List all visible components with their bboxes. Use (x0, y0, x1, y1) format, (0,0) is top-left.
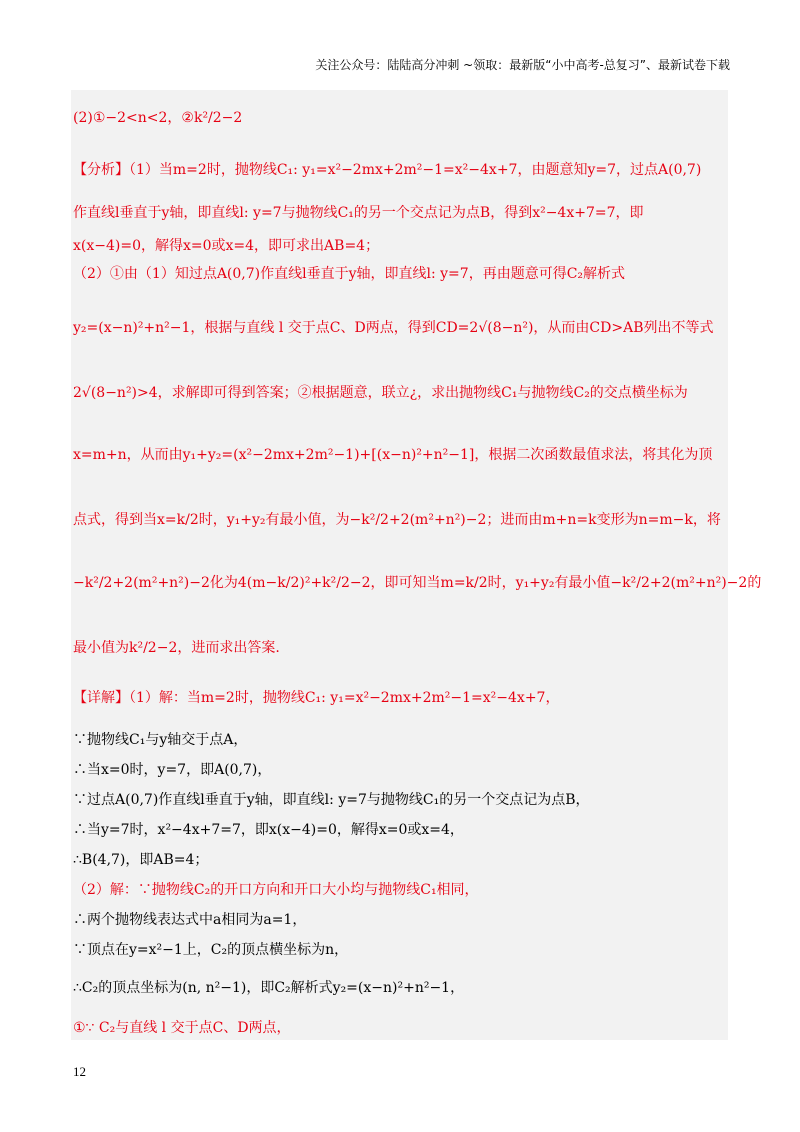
solution-line-14: ∴当x=0时，y=7，即A(0,7)， (73, 762, 272, 778)
solution-line-22: ①∵ C₂与直线 l 交于点C、D两点， (73, 1020, 291, 1036)
solution-line-2: 【分析】（1）当m=2时，抛物线C₁: y₁=x²−2mx+2m²−1=x²−4x+7，由题意知y=7，过点A(0,7) (73, 162, 702, 178)
solution-line-11: 最小值为k²/2−2，进而求出答案. (73, 640, 280, 656)
solution-line-15: ∵过点A(0,7)作直线l垂直于y轴，即直线l: y=7与抛物线C₁的另一个交点记为点B， (73, 792, 590, 808)
solution-line-3: 作直线l垂直于y轴，即直线l: y=7与抛物线C₁的另一个交点记为点B，得到x²−4x+7=7，即 (73, 205, 644, 221)
page-number: 12 (73, 1064, 86, 1079)
solution-line-20: ∵顶点在y=x²−1上，C₂的顶点横坐标为n， (73, 942, 349, 958)
solution-line-13: ∵抛物线C₁与y轴交于点A， (73, 732, 248, 748)
solution-line-9: 点式，得到当x=k/2时，y₁+y₂有最小值，为−k²/2+2(m²+n²)−2；进而由m+n=k变形为n=m−k，将 (73, 512, 721, 528)
solution-line-17: ∴B(4,7)，即AB=4； (73, 852, 209, 868)
solution-line-1: (2)①−2<n<2，②k²/2−2 (73, 110, 243, 126)
solution-line-19: ∴两个抛物线表达式中a相同为a=1， (73, 912, 307, 928)
solution-line-6: y₂=(x−n)²+n²−1，根据与直线 l 交于点C、D两点，得到CD=2√(8−n²)，从而由CD>AB列出不等式 (73, 320, 714, 336)
solution-line-5: （2）①由（1）知过点A(0,7)作直线l垂直于y轴，即直线l: y=7，再由题意可得C₂解析式 (73, 266, 626, 282)
solution-line-10: −k²/2+2(m²+n²)−2化为4(m−k/2)²+k²/2−2，即可知当m=k/2时，y₁+y₂有最小值−k²/2+2(m²+n²)−2的 (73, 575, 762, 591)
solution-line-18: （2）解：∵抛物线C₂的开口方向和开口大小均与抛物线C₁相同， (73, 882, 479, 898)
solution-line-16: ∴当y=7时，x²−4x+7=7，即x(x−4)=0，解得x=0或x=4， (73, 822, 464, 838)
solution-line-12: 【详解】（1）解：当m=2时，抛物线C₁: y₁=x²−2mx+2m²−1=x²−4x+7， (73, 690, 560, 706)
solution-line-8: x=m+n，从而由y₁+y₂=(x²−2mx+2m²−1)+[(x−n)²+n²−1]，根据二次函数最值求法，将其化为顶 (73, 447, 713, 463)
solution-line-4: x(x−4)=0，解得x=0或x=4，即可求出AB=4； (73, 238, 380, 254)
page-header: 关注公众号：陆陆高分冲刺 ~领取：最新版“小中高考-总复习”、最新试卷下载 (315, 58, 730, 72)
solution-line-21: ∴C₂的顶点坐标为(n, n²−1)，即C₂解析式y₂=(x−n)²+n²−1， (73, 980, 465, 996)
solution-line-7: 2√(8−n²)>4，求解即可得到答案；②根据题意，联立¿，求出抛物线C₁与抛物线C₂的交点横坐标为 (73, 385, 688, 401)
